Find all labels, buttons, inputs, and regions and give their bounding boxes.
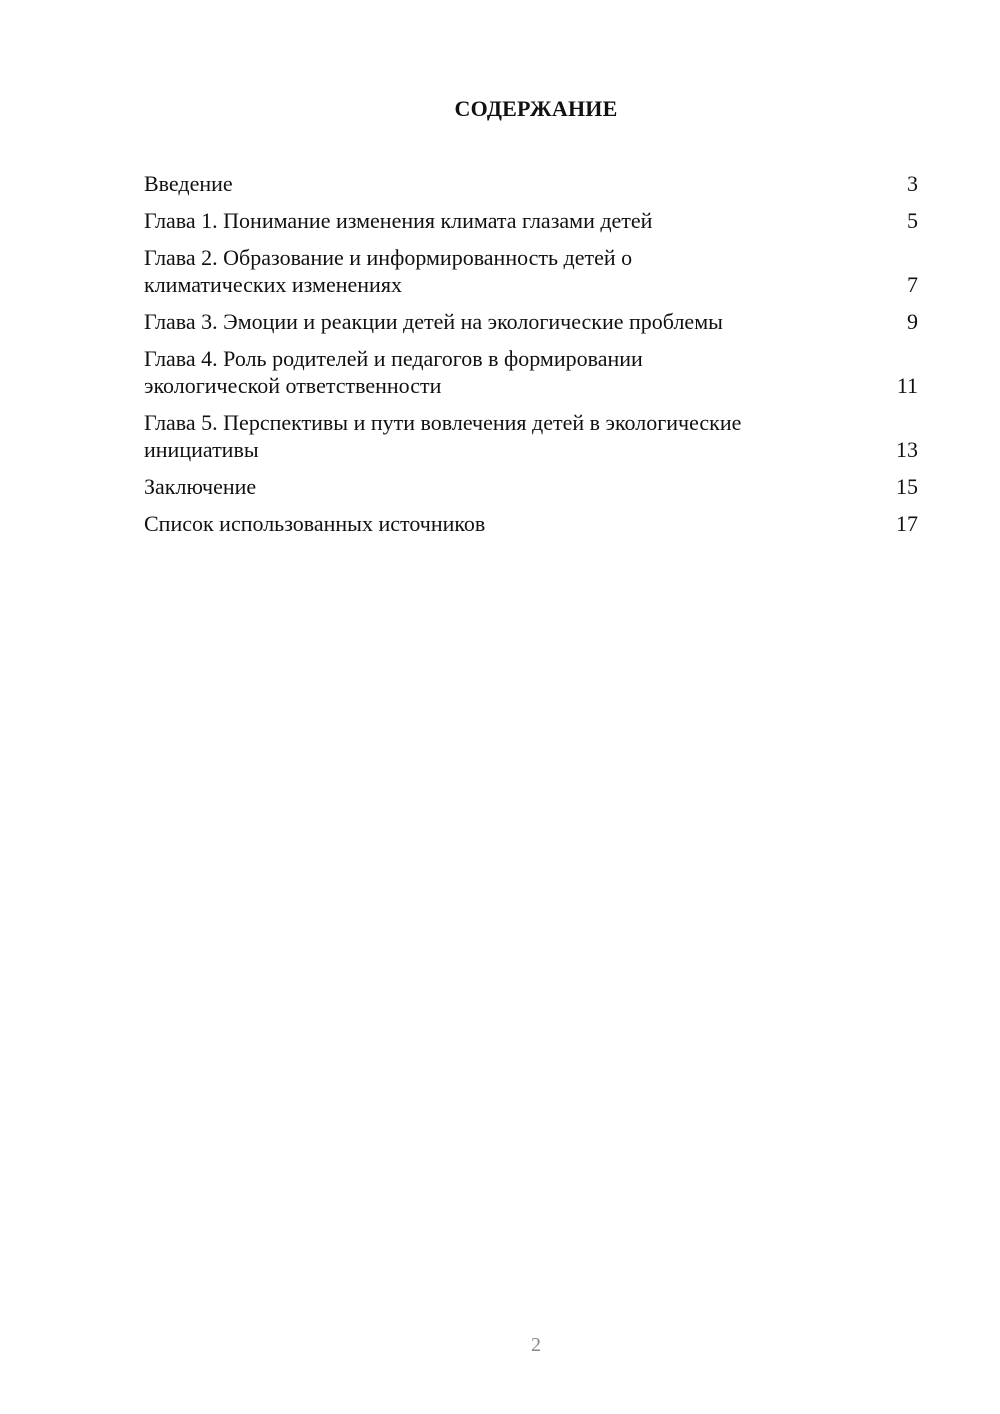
page-number: 2 xyxy=(531,1334,541,1356)
toc-list xyxy=(144,170,918,547)
toc-entry-page-number: 17 xyxy=(896,511,918,536)
toc-entry-chapter-1 xyxy=(144,207,918,234)
toc-entry-page-number: 15 xyxy=(896,474,918,499)
toc-entry-page-number: 9 xyxy=(907,309,918,334)
toc-entry-conclusion xyxy=(144,473,918,500)
toc-entry-page-number: 13 xyxy=(896,437,918,462)
toc-entry-chapter-5 xyxy=(144,409,918,463)
toc-entry-page-number: 7 xyxy=(907,272,918,297)
toc-entry-text: Глава 2. Образование и информированность детей о климатических изменениях xyxy=(144,245,633,297)
toc-entry-references xyxy=(144,510,918,537)
toc-entry-text: Введение xyxy=(144,171,233,196)
toc-entry-page-number: 5 xyxy=(907,208,918,233)
toc-entry-text: Глава 3. Эмоции и реакции детей на экологические проблемы xyxy=(144,309,723,334)
toc-entry-text: Список использованных источников xyxy=(144,511,486,536)
toc-entry-text: Глава 1. Понимание изменения климата глазами детей xyxy=(144,208,653,233)
toc-entry-chapter-4 xyxy=(144,345,918,399)
toc-entry-page-number: 3 xyxy=(907,171,918,196)
toc-entry-text: Глава 5. Перспективы и пути вовлечения детей в экологические инициативы xyxy=(144,410,742,462)
toc-entry-page-number: 11 xyxy=(896,373,918,398)
toc-entry-introduction xyxy=(144,170,918,197)
toc-entry-text: Глава 4. Роль родителей и педагогов в формировании экологической ответственности xyxy=(144,346,643,398)
toc-entry-chapter-3 xyxy=(144,308,918,335)
toc-entry-chapter-2 xyxy=(144,244,918,298)
toc-entry-text: Заключение xyxy=(144,474,257,499)
toc-title: СОДЕРЖАНИЕ xyxy=(454,96,618,121)
